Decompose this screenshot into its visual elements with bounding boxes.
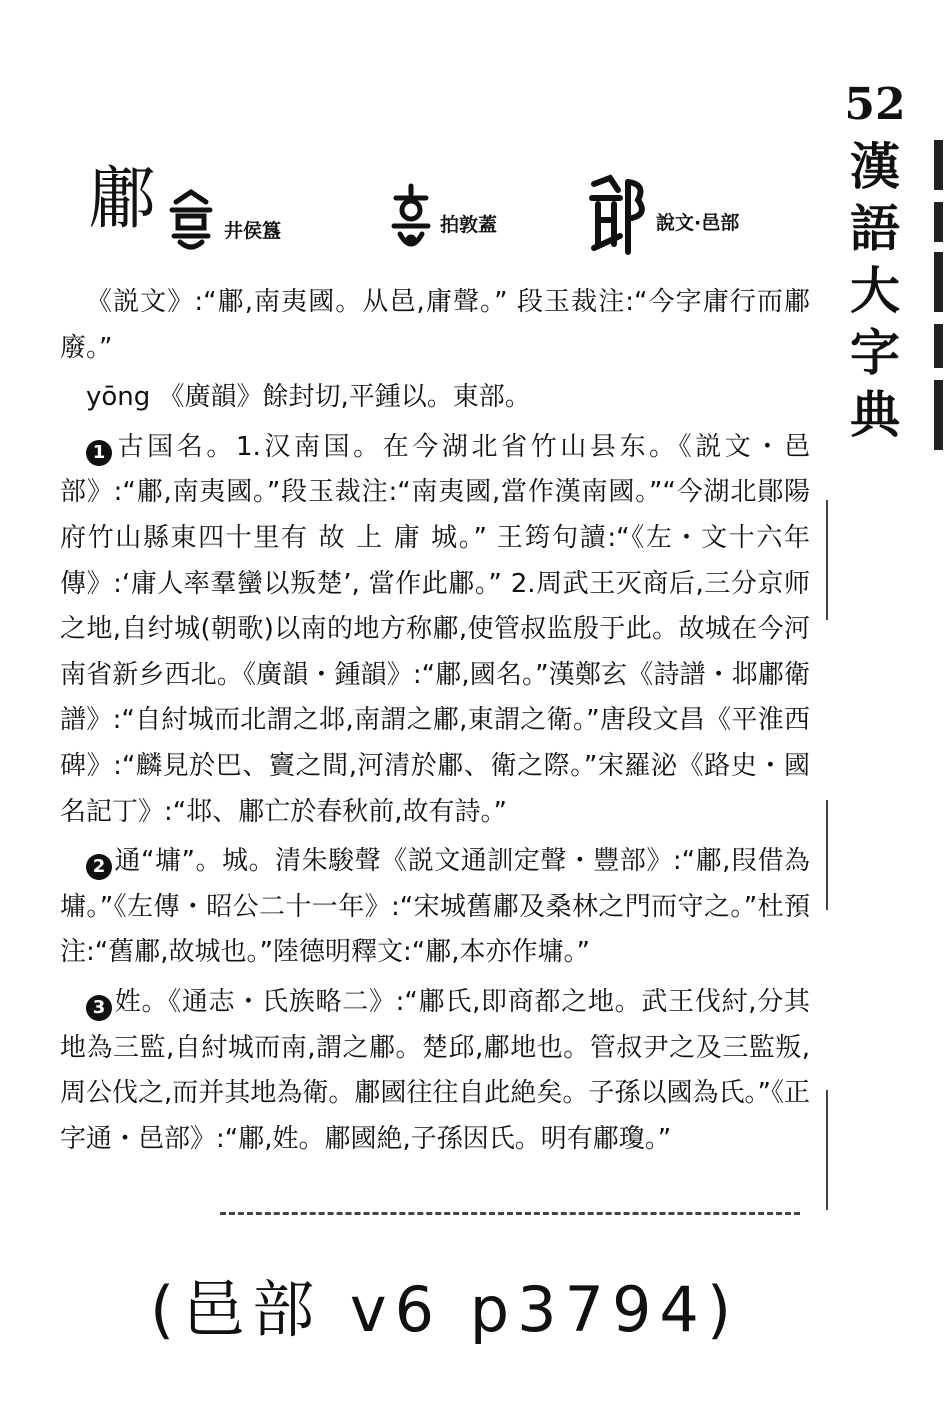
sense-2-text: 通“墉”。城。清朱駿聲《説文通訓定聲・豐部》:“鄘,叚借為墉。”《左傳・昭公二十一年》:“宋城舊鄘及桑林之門而守之。”杜預注:“舊鄘,故城也。”陸德明釋文:“鄘,本亦作墉。” bbox=[60, 846, 810, 968]
pronunciation-paragraph: yōng 《廣韻》餘封切,平鍾以。東部。 bbox=[86, 382, 531, 413]
head-character: 鄘 bbox=[88, 160, 157, 239]
sense-number-badge: 2 bbox=[86, 854, 112, 880]
etymology-paragraph: 《説文》:“鄘,南夷國。从邑,庸聲。” 段玉裁注:“今字庸行而鄘廢。” bbox=[60, 287, 810, 363]
scan-margin-mark bbox=[826, 1090, 828, 1210]
entry-body bbox=[60, 280, 810, 1166]
sense-3-text: 姓。《通志・氏族略二》:“鄘氏,即商都之地。武王伐紂,分其地為三監,自紂城而南,謂之鄘。楚邱,鄘地也。管叔尹之及三監叛,周公伐之,而并其地為衛。鄘國往往自此絶矣。子孫以國為氏。”《正字通・邑部》:“鄘,姓。鄘國絶,子孫因氏。明有鄘瓊。” bbox=[60, 986, 810, 1154]
sense-number-badge: 1 bbox=[86, 440, 112, 466]
entry-header bbox=[88, 160, 808, 260]
title-char: 典 bbox=[850, 386, 900, 444]
title-char: 字 bbox=[850, 324, 900, 382]
book-title-chars bbox=[840, 136, 910, 446]
glyph-caption-3: 說文·邑部 bbox=[656, 212, 740, 234]
book-title-vertical bbox=[840, 80, 910, 446]
title-char: 大 bbox=[850, 262, 900, 320]
sense-3-paragraph bbox=[60, 980, 810, 1162]
seal-script-glyph bbox=[588, 174, 650, 256]
bronze-inscription-glyph-1 bbox=[166, 188, 216, 254]
sense-number-badge: 3 bbox=[86, 995, 112, 1021]
scan-margin-mark bbox=[826, 500, 828, 620]
bronze-inscription-glyph-2 bbox=[388, 182, 434, 256]
glyph-caption-1: 井侯簋 bbox=[224, 220, 282, 242]
sense-1-text: 古国名。1.汉南国。在今湖北省竹山县东。《説文・邑部》:“鄘,南夷國。”段玉裁注:“南夷國,當作漢南國。”“今湖北鄖陽府竹山縣東四十里有 故 上 庸 城。” 王筠句讀:“《左・文十六年傳》:‘庸人率羣蠻以叛楚’, 當作此鄘。” 2.周武王灭商后,三分京师之地,自纣城(朝歌)以南的地方称鄘,使管叔监殷于此。故城在今河南省新乡西北。《廣韻・鍾韻》:“鄘,國名。”漢鄭玄《詩譜・邶鄘衛譜》:“自紂城而北謂之邶,南謂之鄘,東謂之衛。”唐段文昌《平淮西碑》:“麟見於巴、竇之間,河清於鄘、衛之際。”宋羅泌《路史・國名記丁》:“邶、鄘亡於春秋前,故有詩。” bbox=[60, 431, 810, 827]
title-char: 語 bbox=[850, 200, 900, 258]
sense-1-paragraph bbox=[60, 425, 810, 835]
title-char: 漢 bbox=[850, 138, 900, 196]
page-cut-line bbox=[220, 1212, 800, 1219]
scan-margin-mark bbox=[826, 800, 828, 910]
handwritten-reference-note: (邑部 v6 p3794) bbox=[150, 1273, 740, 1346]
sense-2-paragraph bbox=[60, 839, 810, 976]
page-edge-bleed bbox=[928, 140, 948, 480]
glyph-caption-2: 拍敦蓋 bbox=[440, 214, 498, 236]
page-number: 52 bbox=[844, 79, 906, 130]
